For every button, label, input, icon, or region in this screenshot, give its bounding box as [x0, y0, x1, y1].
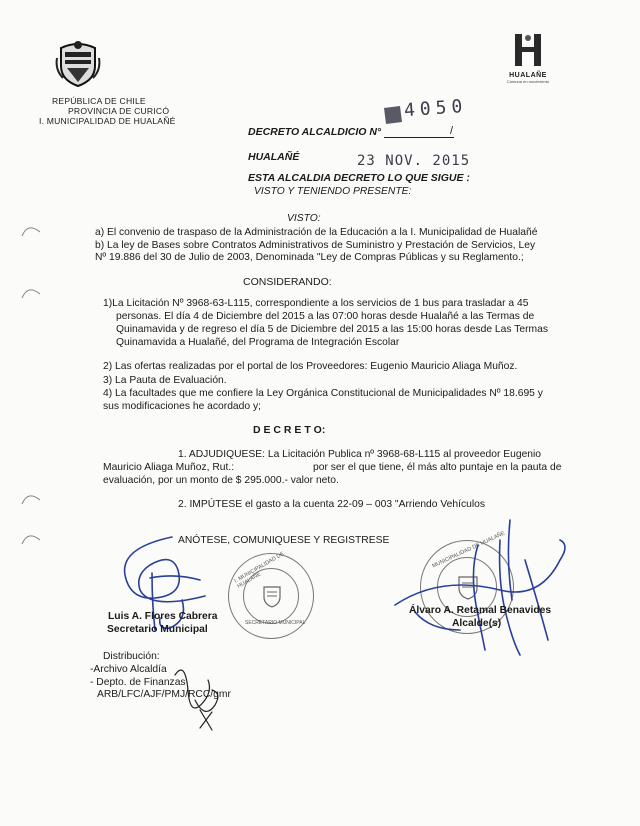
decreto-1-line2-part2: por ser el que tiene, él más alto puntaje en la pauta de [313, 462, 562, 473]
visto-b-line1: b) La ley de Bases sobre Contratos Administrativos de Suministro y Prestación de Servicios, Ley [95, 240, 536, 251]
mayor-role: Alcalde(s) [452, 618, 502, 629]
decree-title: DECRETO ALCALDICIO N° [248, 126, 382, 138]
seal-left-bottom: SECRETARIO MUNICIPAL [245, 620, 306, 626]
republic-label: REPÚBLICA DE CHILE [52, 96, 146, 106]
secretary-name: Luis A. Flores Cabrera [108, 611, 218, 622]
decree-date-stamp: 23 NOV. 2015 [357, 153, 471, 169]
distribution-heading: Distribución: [103, 651, 160, 662]
distribution-item-2: - Depto. de Finanzas [90, 677, 186, 688]
distribution-item-1: -Archivo Alcaldía [90, 664, 167, 675]
decreto-2: 2. IMPÚTESE el gasto a la cuenta 22-09 – 003 "Arriendo Vehículos [178, 499, 486, 510]
considerando-1-line2: personas. El día 4 de Diciembre del 2015 a las 07:00 horas desde Hualañé a las Termas de [116, 311, 535, 322]
province-label: PROVINCIA DE CURICÓ [68, 106, 170, 116]
decreto-heading: D E C R E T O: [253, 424, 326, 436]
decreto-1-line2-part1: Mauricio Aliaga Muñoz, Rut.: [103, 462, 235, 473]
decreto-1-line1: 1. ADJUDIQUESE: La Licitación Publica nº 3968-68-L115 al proveedor Eugenio [178, 449, 542, 460]
decree-number-stamp-mark [382, 104, 404, 126]
place-label: HUALAÑÉ [248, 151, 300, 163]
considerando-heading: CONSIDERANDO: [243, 276, 332, 288]
visto-teniendo-line: VISTO Y TENIENDO PRESENTE: [254, 186, 412, 197]
considerando-1-line4: Quinamavida a Hualañé, del Programa de Integración Escolar [116, 337, 400, 348]
hualane-logo [503, 32, 553, 84]
visto-b-line2: Nº 19.886 del 30 de Julio de 2003, Denominada "Ley de Compras Públicas y su Reglamento.; [95, 252, 524, 263]
visto-a: a) El convenio de traspaso de la Administración de la Educación a la I. Municipalidad de Hualañé [95, 227, 538, 238]
considerando-1-line1: 1)La Licitación Nº 3968-63-L115, correspondiente a los servicios de 1 bus para trasladar a 45 [103, 298, 529, 309]
considerando-1-line3: Quinamavida y de regreso el día 5 de Diciembre del 2015 a las 15:00 horas desde Las Termas [116, 324, 548, 335]
considerando-4-line1: 4) La facultades que me confiere la Ley Orgánica Constitucional de Municipalidades Nº 18.695 y [103, 388, 543, 399]
visto-heading: VISTO: [287, 213, 321, 224]
decree-number-underline [384, 137, 454, 138]
seal-right-text: MUNICIPALIDAD DE HUALAÑE [431, 530, 506, 570]
coat-of-arms-emblem [55, 38, 101, 93]
logo-name: HUALAÑE [509, 72, 547, 79]
considerando-4-line2: sus modificaciones he acordado y; [103, 401, 261, 412]
secretary-seal [228, 553, 314, 639]
municipality-label: I. MUNICIPALIDAD DE HUALAÑÉ [39, 116, 176, 126]
decreto-1-line3: evaluación, por un monto de $ 295.000.- valor neto. [103, 475, 339, 486]
distribution-initials: ARB/LFC/AJF/PMJ/RCC/gmr [97, 689, 231, 700]
mayor-name: Álvaro A. Retamal Benavides [409, 605, 552, 616]
decree-number: 4050 [403, 95, 469, 122]
slash: / [450, 125, 454, 137]
closing-line: ANÓTESE, COMUNIQUESE Y REGISTRESE [178, 535, 390, 546]
considerando-3: 3) La Pauta de Evaluación. [103, 375, 227, 386]
logo-tagline: Comuna en movimiento [506, 79, 550, 84]
hualane-h-icon [510, 32, 546, 68]
intro-line: ESTA ALCALDIA DECRETO LO QUE SIGUE : [248, 172, 470, 184]
seal-left-text: I. MUNICIPALIDAD DE HUALAÑE [233, 551, 286, 590]
considerando-2: 2) Las ofertas realizadas por el portal de los Proveedores: Eugenio Mauricio Aliaga Muñoz. [103, 361, 518, 372]
secretary-role: Secretario Municipal [107, 624, 208, 635]
